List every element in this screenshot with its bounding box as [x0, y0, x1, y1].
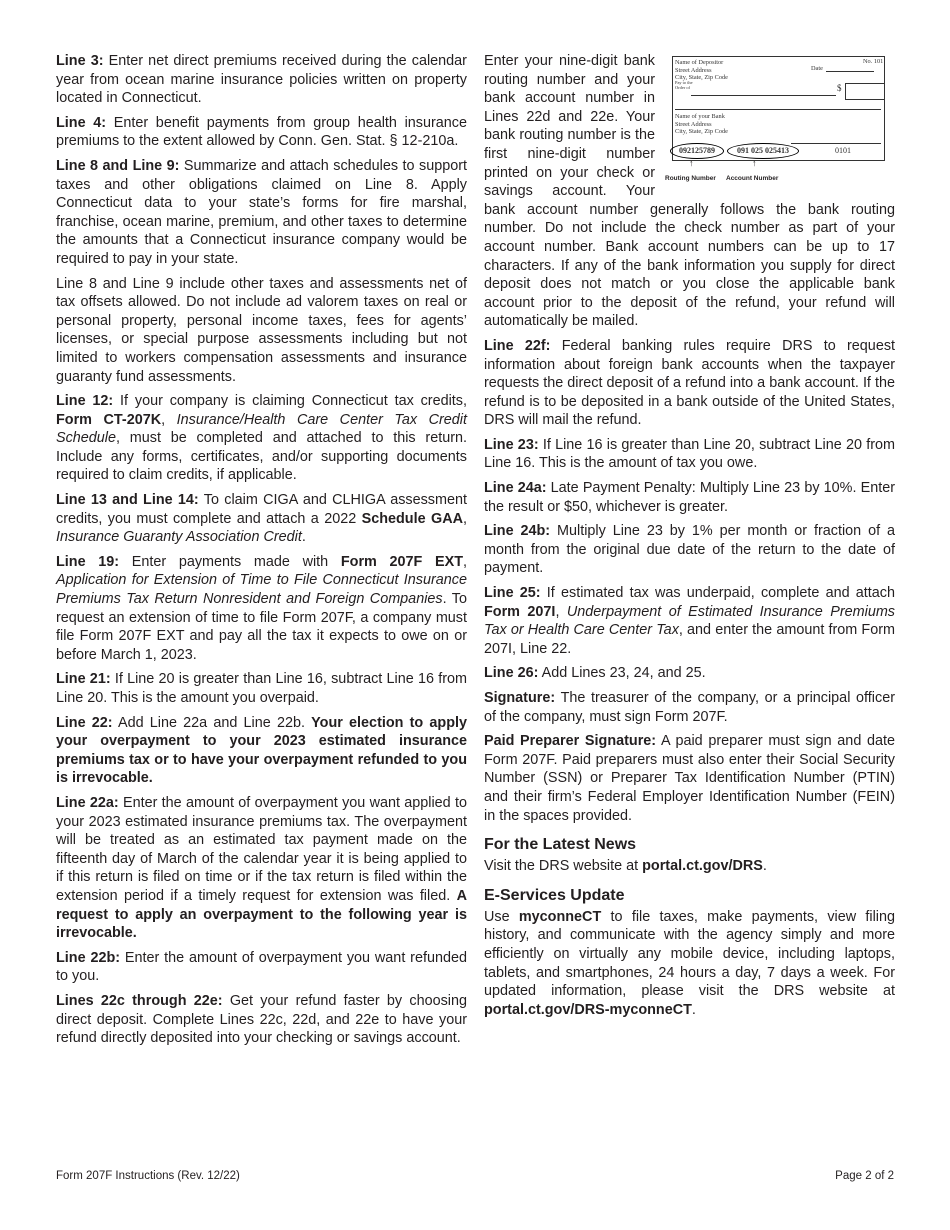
e-services-paragraph: Use myconneCT to file taxes, make payments, view filing history, and communicate with the agency simply and more efficiently on virtually any mobile device, including laptops, tablets, and smartphones, 24 hours a day, 7 days a week. For updated information, please visit the DRS website at portal.ct.gov/DRS-myconneCT. — [484, 908, 895, 1018]
line12-paragraph: Line 12: If your company is claiming Connecticut tax credits, Form CT-207K, Insurance/Health Care Center Tax Credit Schedule, must be completed and attached to this return. Include any forms, certificates, and/or supporting documents required to claim credits, if applicable. — [56, 393, 467, 484]
line24b-paragraph: Line 24b: Multiply Line 23 by 1% per month or fraction of a month from the original due date of the return to the date of payment. — [484, 523, 895, 577]
latest-news-paragraph: Visit the DRS website at portal.ct.gov/DRS. — [484, 858, 767, 875]
amount-words-line — [675, 109, 881, 110]
signature-paragraph: Signature: The treasurer of the company, or a principal officer of the company, must sign Form 207F. — [484, 690, 895, 725]
line24a-paragraph: Line 24a: Late Payment Penalty: Multiply Line 23 by 10%. Enter the result or $50, whichever is greater. — [484, 480, 895, 515]
paid-preparer-paragraph: Paid Preparer Signature: A paid preparer must sign and date Form 207F. Paid preparers must also enter their Social Security Number (SSN) or Preparer Tax Identification Number (PTIN) and their firm’s Federal Employer Identification Number (FEIN) in the spaces provided. — [484, 733, 895, 824]
amount-box — [845, 83, 885, 100]
line3-paragraph: Line 3: Enter net direct premiums received during the calendar year from ocean marine insurance policies written on property located in Connecticut. — [56, 53, 467, 107]
account-arrow-icon: ↑ — [752, 158, 757, 168]
date-line — [826, 71, 874, 72]
account-number-caption: Account Number — [726, 175, 779, 182]
signature-line — [791, 143, 881, 144]
bank-street-label: Street Address — [675, 121, 712, 128]
sample-check — [672, 56, 885, 161]
sample-check-illustration — [665, 56, 895, 186]
latest-news-heading: For the Latest News — [484, 836, 637, 854]
dollar-sign: $ — [837, 83, 842, 93]
line22-paragraph: Line 22: Add Line 22a and Line 22b. Your election to apply your overpayment to your 2023 estimated insurance premiums tax or to have your overpayment refunded to you is irrevocable. — [56, 714, 467, 787]
routing-instructions-paragraph: Enter your nine-digit bank routing number and your bank account number in Lines 22d and 22e. Your bank routing number is the first nine-digit number printed on your check or savings account. Your bank account number generally follows the bank routing number. Do not include the check number as part of your account number. Bank account numbers can be up to 17 characters. If any of the bank information you supply for direct deposit does not match or you close the applicable bank account prior to the deposit of the refund, your refund will automatically be mailed. — [484, 53, 895, 330]
left-column — [56, 52, 467, 1054]
routing-number-oval: 092125789 — [670, 143, 724, 159]
myconnect-website-link[interactable]: portal.ct.gov/DRS-myconneCT — [484, 1001, 692, 1018]
line4-paragraph: Line 4: Enter benefit payments from group health insurance premiums to the extent allowed by Conn. Gen. Stat. § 12-210a. — [56, 114, 467, 150]
pay-to-label: Pay to the — [675, 80, 693, 85]
check-serial-number: 0101 — [835, 146, 851, 155]
date-label: Date — [811, 65, 823, 72]
order-of-label: Order of — [675, 85, 690, 90]
bank-name-label: Name of your Bank — [675, 113, 725, 120]
depositor-city-label: City, State, Zip Code — [675, 74, 728, 81]
line22f-paragraph: Line 22f: Federal banking rules require DRS to request information about foreign bank accounts when the taxpayer requests the direct deposit of a refund into a bank account. If the refund is to be deposited in a bank outside of the United States, DRS will mail the refund. — [484, 337, 896, 429]
e-services-heading: E-Services Update — [484, 886, 625, 904]
check-number: No. 101 — [863, 58, 884, 65]
bank-city-label: City, State, Zip Code — [675, 128, 728, 135]
depositor-street-label: Street Address — [675, 67, 712, 74]
payee-line — [691, 95, 836, 96]
line13-14-paragraph: Line 13 and Line 14: To claim CIGA and CLHIGA assessment credits, you must complete and attach a 2022 Schedule GAA, Insurance Guaranty Association Credit. — [56, 492, 467, 546]
line19-paragraph: Line 19: Enter payments made with Form 207F EXT, Application for Extension of Time to File Connecticut Insurance Premiums Tax Return Nonresident and Foreign Companies. To request an extension of time to file Form 207F, a company must file Form 207F EXT and pay all the tax it expects to owe on or before March 1, 2023. — [56, 553, 468, 663]
footer-form-revision: Form 207F Instructions (Rev. 12/22) — [56, 1170, 240, 1182]
line25-paragraph: Line 25: If estimated tax was underpaid, complete and attach Form 207I, Underpayment of Estimated Insurance Premiums Tax or Health Care Center Tax, and enter the amount from Form 207I, Line 22. — [484, 585, 896, 657]
line8-9-paragraph: Line 8 and Line 9: Summarize and attach schedules to support taxes and other obligations claimed on Line 8. Apply Connecticut data to your state’s forms for fire marshal, franchise, ocean marine, premium, and other taxes to determine the amounts that a Connecticut insurance company would be required to pay in your state. — [56, 157, 467, 267]
lines22c-22e-paragraph: Lines 22c through 22e: Get your refund faster by choosing direct deposit. Complete Lines 22c, 22d, and 22e to have your refund directly deposited into your checking or savings account. — [56, 992, 467, 1047]
line23-paragraph: Line 23: If Line 16 is greater than Line 20, subtract Line 20 from Line 16. This is the amount of tax you owe. — [484, 436, 895, 472]
line21-paragraph: Line 21: If Line 20 is greater than Line 16, subtract Line 16 from Line 20. This is the amount you overpaid. — [56, 671, 467, 706]
right-column — [484, 52, 895, 1025]
line22a-paragraph: Line 22a: Enter the amount of overpayment you want applied to your 2023 estimated insurance premiums tax. The overpayment will be treated as an estimated tax payment made on the fifteenth day of March of the calendar year it is being applied to if this return is filed on time or if the tax return is filed within the extension period if a timely request for extension was filed. A request to apply an overpayment to the following year is irrevocable. — [56, 794, 467, 942]
line22b-paragraph: Line 22b: Enter the amount of overpayment you want refunded to you. — [56, 949, 467, 985]
routing-arrow-icon: ↑ — [689, 158, 694, 168]
footer-page-number: Page 2 of 2 — [835, 1170, 894, 1182]
routing-number-caption: Routing Number — [665, 175, 716, 182]
account-number-oval: 091 025 025413 — [727, 143, 799, 159]
line8-9-exclusions-paragraph: Line 8 and Line 9 include other taxes and assessments net of tax offsets allowed. Do not include ad valorem taxes on real or personal property, personal income taxes, fees for agents’ licenses, or special purpose assessments including but not limited to workers compensation assessments and insurance guaranty fund assessments. — [56, 275, 467, 385]
line26-paragraph: Line 26: Add Lines 23, 24, and 25. — [484, 665, 706, 682]
drs-website-link[interactable]: portal.ct.gov/DRS — [642, 858, 763, 875]
depositor-name-label: Name of Depositor — [675, 59, 724, 66]
